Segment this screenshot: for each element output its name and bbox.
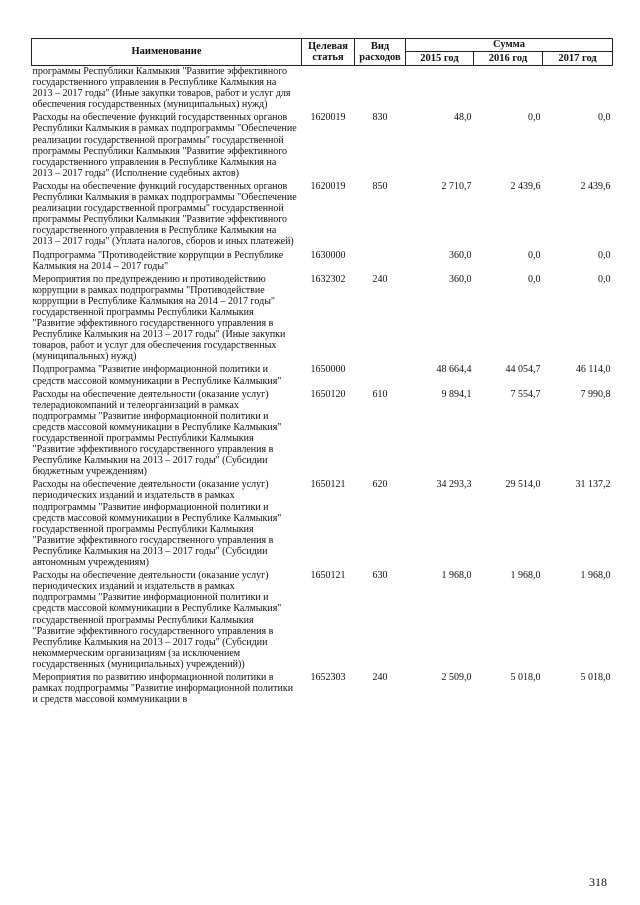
row-sum-2017: 31 137,2 [575, 479, 611, 491]
row-target-article: 1620019 [310, 180, 346, 192]
row-sum-2016: 5 018,0 [510, 671, 541, 683]
row-target-article: 1650000 [310, 364, 346, 376]
continuation-row [32, 66, 613, 113]
row-sum-2015: 9 894,1 [441, 388, 472, 400]
row-sum-2017: 7 990,8 [580, 388, 611, 400]
row-name: Расходы на обеспечение деятельности (оказание услуг) периодических изданий и издательств в рамках подпрограммы "Развитие информационной политики и средств массовой коммуникации в Республике Калмыкия" государственной программы Республики Калмыкия "Развитие эффективного государственного управления в Республике Калмыкия на 2013 – 2017 годы" (Субсидии некоммерческим организациям (за исключением государственных (муниципальных) учреждений)) [32, 570, 282, 670]
page-number: 318 [589, 875, 607, 889]
row-expense-kind: 630 [372, 570, 388, 582]
table-body [32, 66, 613, 708]
row-name: Подпрограмма "Противодействие коррупции в Республике Калмыкия на 2014 – 2017 годы" [32, 249, 284, 272]
row-sum-2015: 2 509,0 [441, 671, 472, 683]
row-sum-2015: 34 293,3 [436, 479, 472, 491]
row-target-article: 1650121 [310, 479, 346, 491]
row-sum-2017: 46 114,0 [575, 364, 611, 376]
row-sum-2015: 48,0 [454, 112, 472, 124]
budget-table-page [31, 38, 612, 707]
header-target-article: Целевая статья [302, 39, 355, 66]
table-row [32, 570, 613, 672]
header-expense-kind: Вид расходов [355, 39, 406, 66]
header-sum: Сумма [406, 39, 613, 52]
row-sum-2017: 0,0 [598, 249, 611, 261]
table-row [32, 364, 613, 388]
row-sum-2016: 0,0 [528, 273, 541, 285]
row-expense-kind: 240 [372, 671, 388, 683]
table-row [32, 389, 613, 480]
row-name: Подпрограмма "Развитие информационной политики и средств массовой коммуникации в Республике Калмыкия" [32, 364, 282, 387]
row-sum-2016: 0,0 [528, 249, 541, 261]
table-row [32, 479, 613, 570]
row-sum-2016: 1 968,0 [510, 570, 541, 582]
row-name: Мероприятия по предупреждению и противодействию коррупции в рамках подпрограммы "Противодействие коррупции в Республике Калмыкия на 2014 – 2017 годы" государственной программы Республики Калмыкия "Развитие эффективного государственного управления в Республике Калмыкия на 2013 – 2017 годы" (Иные закупки товаров, работ и услуг для обеспечения государственных (муниципальных) нужд) [32, 273, 286, 363]
row-expense-kind: 610 [372, 388, 388, 400]
header-year-2016: 2016 год [474, 52, 543, 66]
row-sum-2015: 2 710,7 [441, 180, 472, 192]
table-row [32, 181, 613, 250]
row-sum-2017: 0,0 [598, 112, 611, 124]
row-sum-2016: 29 514,0 [505, 479, 541, 491]
header-year-2015: 2015 год [406, 52, 474, 66]
row-sum-2017: 2 439,6 [580, 180, 611, 192]
row-sum-2015: 1 968,0 [441, 570, 472, 582]
table-row [32, 112, 613, 181]
row-sum-2017: 1 968,0 [580, 570, 611, 582]
row-name: Расходы на обеспечение функций государственных органов Республики Калмыкия в рамках подпрограммы "Обеспечение реализации государственной программы" государственной программы Республики Калмыкия "Развитие эффективного государственного управления в Республике Калмыкия на 2013 – 2017 годы" (Исполнение судебных актов) [32, 112, 297, 179]
continuation-text: программы Республики Калмыкия "Развитие эффективного государственного управления в Республике Калмыкия на 2013 – 2017 годы" (Иные закупки товаров, работ и услуг для обеспечения государственных (муниципальных) нужд) [32, 66, 291, 111]
row-name: Расходы на обеспечение деятельности (оказание услуг) телерадиокомпаний и телеорганизаций в рамках подпрограммы "Развитие информационной политики и средств массовой коммуникации в Республике Калмыкия" государственной программы Республики Калмыкия "Развитие эффективного государственного управления в Республике Калмыкия на 2013 – 2017 годы" (Субсидии бюджетным учреждениям) [32, 388, 282, 478]
row-target-article: 1650120 [310, 388, 346, 400]
header-name: Наименование [32, 39, 302, 66]
row-name: Расходы на обеспечение деятельности (оказание услуг) периодических изданий и издательств в рамках подпрограммы "Развитие информационной политики и средств массовой коммуникации в Республике Калмыкия" государственной программы Республики Калмыкия "Развитие эффективного государственного управления в Республике Калмыкия на 2013 – 2017 годы" (Субсидии автономным учреждениям) [32, 479, 282, 569]
row-target-article: 1650121 [310, 570, 346, 582]
table-row [32, 274, 613, 365]
row-expense-kind: 620 [372, 479, 388, 491]
row-expense-kind: 850 [372, 180, 388, 192]
header-year-2017: 2017 год [543, 52, 613, 66]
row-expense-kind [355, 364, 406, 388]
row-expense-kind: 240 [372, 273, 388, 285]
row-sum-2016: 0,0 [528, 112, 541, 124]
row-target-article: 1630000 [310, 249, 346, 261]
row-target-article: 1620019 [310, 112, 346, 124]
row-sum-2016: 2 439,6 [510, 180, 541, 192]
row-sum-2017: 0,0 [598, 273, 611, 285]
table-row [32, 250, 613, 274]
table-row [32, 672, 613, 707]
row-expense-kind [355, 250, 406, 274]
row-name: Мероприятия по развитию информационной политики в рамках подпрограммы "Развитие информационной политики и средств массовой коммуникации в [32, 671, 294, 706]
row-target-article: 1652303 [310, 671, 346, 683]
row-sum-2015: 360,0 [449, 249, 472, 261]
row-sum-2016: 7 554,7 [510, 388, 541, 400]
row-sum-2015: 360,0 [449, 273, 472, 285]
row-sum-2016: 44 054,7 [505, 364, 541, 376]
row-sum-2015: 48 664,4 [436, 364, 472, 376]
budget-table [31, 38, 613, 707]
row-expense-kind: 830 [372, 112, 388, 124]
row-target-article: 1632302 [310, 273, 346, 285]
row-name: Расходы на обеспечение функций государственных органов Республики Калмыкия в рамках подпрограммы "Обеспечение реализации государственной программы" государственной программы Республики Калмыкия "Развитие эффективного государственного управления в Республике Калмыкия на 2013 – 2017 годы" (Уплата налогов, сборов и иных платежей) [32, 180, 297, 248]
row-sum-2017: 5 018,0 [580, 671, 611, 683]
